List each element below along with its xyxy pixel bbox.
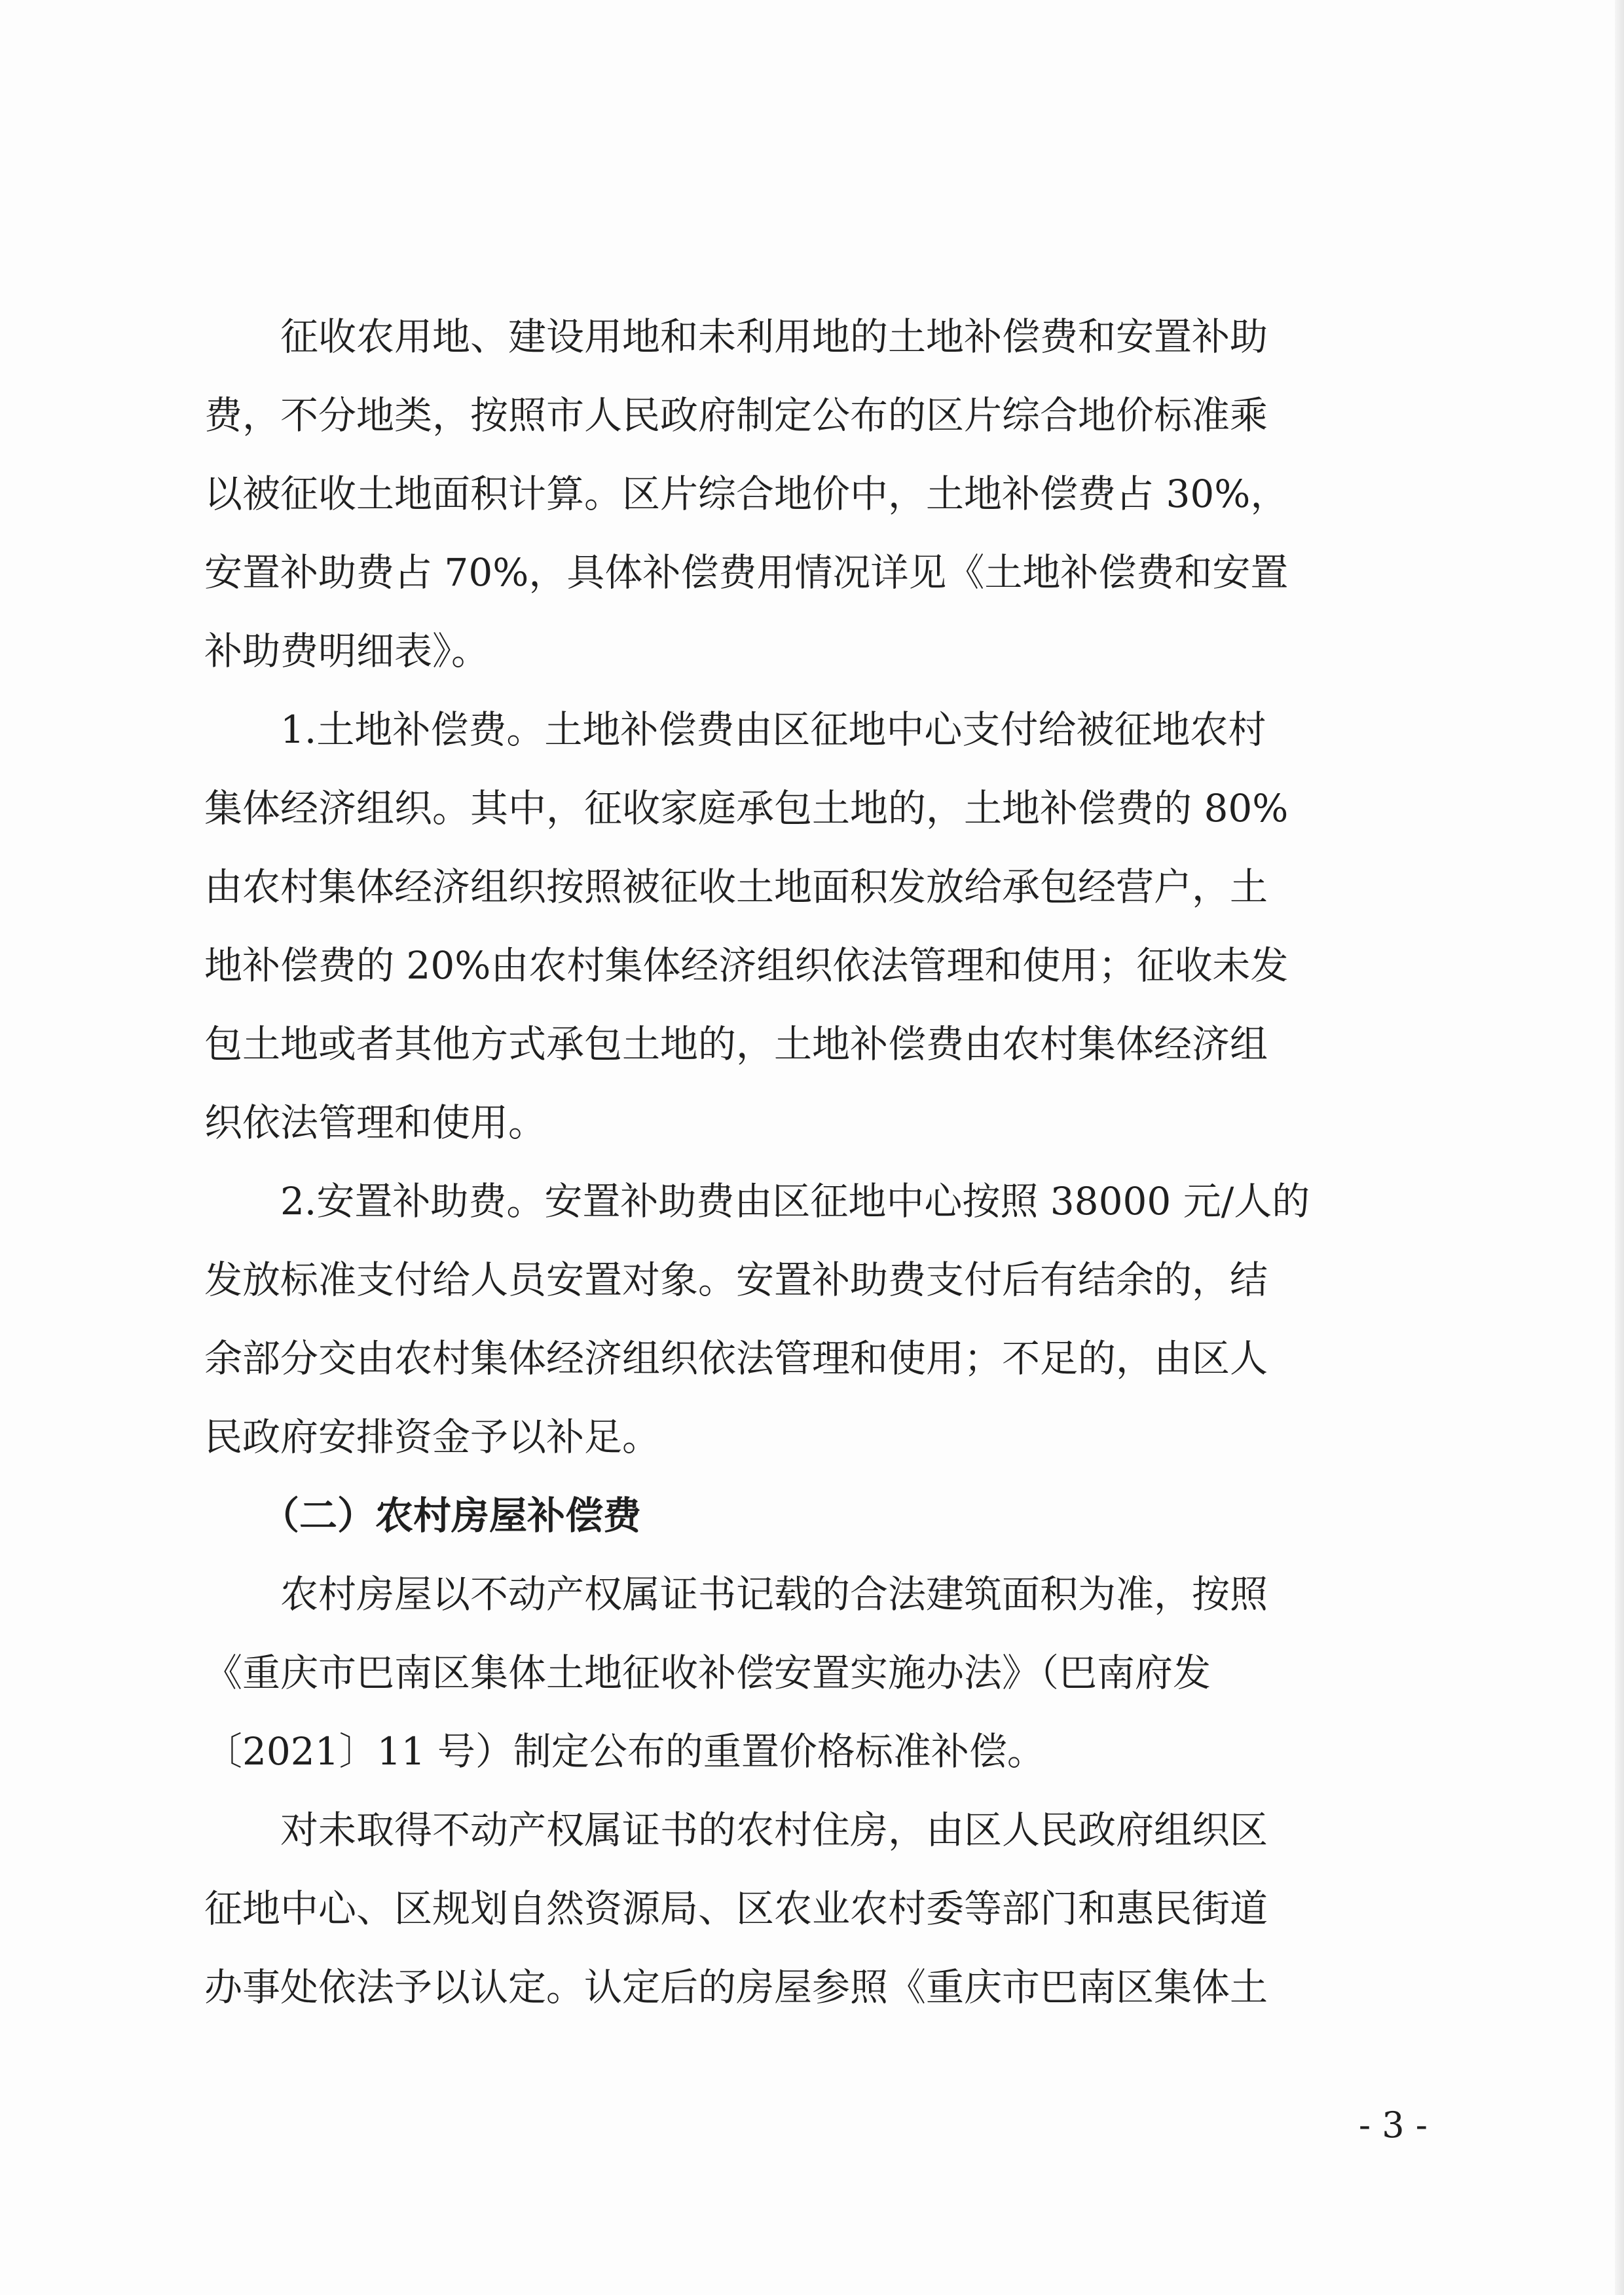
paragraph-line: 发放标准支付给人员安置对象。安置补助费支付后有结余的，结: [204, 1258, 1268, 1302]
paragraph-line: 织依法管理和使用。: [204, 1100, 547, 1145]
paragraph-line: 〔2021〕11 号）制定公布的重置价格标准补偿。: [204, 1729, 1045, 1774]
paragraph-line: 补助费明细表》。: [204, 629, 490, 673]
section-heading: （二）农村房屋补偿费: [204, 1493, 642, 1538]
paragraph-line: 农村房屋以不动产权属证书记载的合法建筑面积为准，按照: [204, 1572, 1268, 1616]
paragraph-line: 地补偿费的 20%由农村集体经济组织依法管理和使用；征收未发: [204, 943, 1289, 988]
paragraph-line: 对未取得不动产权属证书的农村住房，由区人民政府组织区: [204, 1808, 1268, 1852]
paragraph-line: 征收农用地、建设用地和未利用地的土地补偿费和安置补助: [204, 314, 1268, 359]
paragraph-line: 安置补助费占 70%，具体补偿费用情况详见《土地补偿费和安置: [204, 550, 1289, 595]
page-number: - 3 -: [1358, 2104, 1428, 2146]
paragraph-line: 办事处依法予以认定。认定后的房屋参照《重庆市巴南区集体土: [204, 1965, 1268, 2009]
paragraph-line: 余部分交由农村集体经济组织依法管理和使用；不足的，由区人: [204, 1336, 1268, 1381]
paragraph-line: 由农村集体经济组织按照被征收土地面积发放给承包经营户，土: [204, 865, 1268, 909]
paragraph-line: 民政府安排资金予以补足。: [204, 1415, 661, 1459]
paragraph-line: 费，不分地类，按照市人民政府制定公布的区片综合地价标准乘: [204, 393, 1268, 438]
paragraph-line: 征地中心、区规划自然资源局、区农业农村委等部门和惠民街道: [204, 1886, 1268, 1931]
paragraph-line: 2.安置补助费。安置补助费由区征地中心按照 38000 元/人的: [204, 1179, 1310, 1223]
paragraph-line: 1.土地补偿费。土地补偿费由区征地中心支付给被征地农村: [204, 707, 1266, 752]
paragraph-line: 集体经济组织。其中，征收家庭承包土地的，土地补偿费的 80%: [204, 786, 1289, 830]
paragraph-line: 《重庆市巴南区集体土地征收补偿安置实施办法》（巴南府发: [204, 1651, 1211, 1695]
paragraph-line: 以被征收土地面积计算。区片综合地价中，土地补偿费占 30%，: [204, 472, 1289, 516]
paragraph-line: 包土地或者其他方式承包土地的，土地补偿费由农村集体经济组: [204, 1022, 1268, 1066]
page-edge: [1615, 0, 1624, 2295]
